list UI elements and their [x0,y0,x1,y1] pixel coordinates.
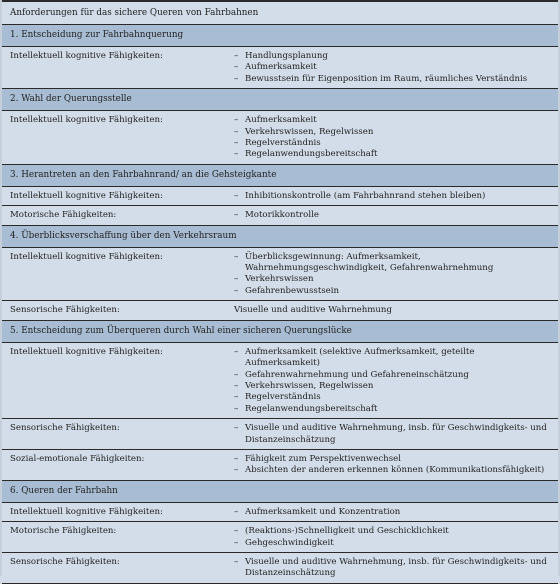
list-item-text: Handlungsplanung [245,51,328,61]
list-item [234,370,548,381]
list-item-text: Aufmerksamkeit und Konzentration [245,506,401,517]
list-item-text: (Reaktions-)Schnelligkeit und Geschicklichkeit [245,526,449,537]
list-dash: – [234,51,239,61]
list-item-text: Aufmerksamkeit (selektive Aufmerksamkeit, geteilte Aufmerksamkeit) [245,346,475,369]
row-content [234,507,558,518]
row-label: Intellektuell kognitive Fähigkeiten: [10,506,163,517]
list-item-text: Überblicksgewinnung: Aufmerksamkeit, Wahrnehmungsgeschwindigkeit, Gefahrenwahrnehmung [245,251,494,274]
list-item-text: Aufmerksamkeit [245,115,317,126]
list-item-text: Gefahrenwahrnehmung und Gefahreneinschätzung [245,369,469,380]
list-dash: – [234,526,239,537]
list-item-text: Gehgeschwindigkeit [245,537,334,548]
list-item-text: Aufmerksamkeit [245,62,317,73]
table-row [2,419,558,450]
list-item-text: Gefahrenbewusstsein [245,285,340,296]
list-item [234,404,548,415]
list-item [234,191,548,202]
section-heading: 3. Herantreten an den Fahrbahnrand/ an die Gehsteigkante [2,165,558,187]
list-item [234,62,548,73]
table-body [2,25,558,584]
list-dash: – [234,346,239,357]
row-content [234,252,558,298]
list-item [234,74,548,85]
list-dash: – [234,369,239,380]
list-item [234,557,548,580]
list-item [234,454,548,465]
list-dash: – [234,251,239,262]
table-row [2,187,558,206]
list-dash: – [234,465,239,476]
row-label: Motorische Fähigkeiten: [10,210,117,221]
row-content [234,347,558,415]
list-item [234,423,548,446]
list-item [234,51,548,62]
row-label: Intellektuell kognitive Fähigkeiten: [10,190,163,201]
list-item-text: Verkehrswissen, Regelwissen [245,126,374,137]
list-dash: – [234,73,239,84]
table-row [2,206,558,225]
row-content [234,51,558,85]
row-content [234,557,558,580]
list-item [234,252,548,275]
row-content [234,454,558,477]
list-item [234,138,548,149]
list-dash: – [234,115,239,126]
row-label: Sensorische Fähigkeiten: [10,556,120,567]
row-label: Intellektuell kognitive Fähigkeiten: [10,346,163,357]
list-dash: – [234,506,239,517]
list-item [234,526,548,537]
row-content [234,526,558,549]
row-label: Intellektuell kognitive Fähigkeiten: [10,51,163,61]
list-item-text: Visuelle und auditive Wahrnehmung, insb. für Geschwindigkeits- und Distanzeinschätzung [245,423,547,445]
list-dash: – [234,149,239,160]
section-heading: 5. Entscheidung zum Überqueren durch Wahl einer sicheren Querungslücke [2,321,558,343]
row-label: Intellektuell kognitive Fähigkeiten: [10,251,163,262]
row-content [234,115,558,161]
list-item [234,538,548,549]
row-content [234,423,558,446]
row-content [234,191,558,202]
list-item-text: Verkehrswissen, Regelwissen [245,380,374,391]
list-item [234,465,548,476]
list-item-text: Visuelle und auditive Wahrnehmung, insb. für Geschwindigkeits- und Distanzeinschätzung [245,556,547,579]
list-item [234,507,548,518]
list-item [234,392,548,403]
row-text: Visuelle und auditive Wahrnehmung [234,305,392,316]
list-dash: – [234,537,239,548]
row-label: Intellektuell kognitive Fähigkeiten: [10,115,163,126]
table-row [2,343,558,419]
section-heading: 1. Entscheidung zur Fahrbahnquerung [2,25,558,47]
section-heading: 2. Wahl der Querungsstelle [2,89,558,111]
list-item-text: Fähigkeit zum Perspektivenwechsel [245,453,401,464]
list-item [234,115,548,126]
list-dash: – [234,380,239,391]
list-dash: – [234,138,239,149]
list-item [234,286,548,297]
list-dash: – [234,62,239,73]
list-item-text: Motorikkontrolle [245,210,319,221]
section-heading: 6. Queren der Fahrbahn [2,481,558,503]
table-row [2,47,558,89]
table-row [2,248,558,302]
list-item-text: Regelanwendungsbereitschaft [245,403,378,414]
row-content [234,210,558,221]
list-item [234,381,548,392]
row-content [234,305,558,316]
list-item [234,149,548,160]
list-dash: – [234,274,239,285]
table-row [2,553,558,584]
table-row [2,450,558,481]
list-item [234,274,548,285]
list-dash: – [234,285,239,296]
list-item-text: Verkehrswissen [245,274,314,285]
section-heading: 4. Überblicksverschaffung über den Verkehrsraum [2,226,558,248]
list-dash: – [234,423,239,434]
list-dash: – [234,403,239,414]
list-dash: – [234,453,239,464]
table-title: Anforderungen für das sichere Queren von Fahrbahnen [2,0,558,25]
list-item [234,347,548,370]
row-label: Motorische Fähigkeiten: [10,526,117,537]
list-item-text: Regelverständnis [245,138,321,149]
list-item-text: Regelverständnis [245,392,321,403]
list-dash: – [234,190,239,201]
table-row [2,522,558,553]
row-label: Sozial-emotionale Fähigkeiten: [10,453,145,464]
list-dash: – [234,392,239,403]
table-row [2,503,558,522]
list-item-text: Absichten der anderen erkennen können (Kommunikationsfähigkeit) [245,465,545,476]
row-label: Sensorische Fähigkeiten: [10,305,120,316]
list-item [234,210,548,221]
list-dash: – [234,210,239,221]
list-item-text: Bewusstsein für Eigenposition im Raum, räumliches Verständnis [245,73,528,84]
table-row [2,301,558,320]
row-label: Sensorische Fähigkeiten: [10,423,120,434]
table-row [2,111,558,165]
list-dash: – [234,556,239,567]
list-dash: – [234,126,239,137]
list-item-text: Inhibitionskontrolle (am Fahrbahnrand stehen bleiben) [245,190,486,201]
list-item-text: Regelanwendungsbereitschaft [245,149,378,160]
list-item [234,127,548,138]
